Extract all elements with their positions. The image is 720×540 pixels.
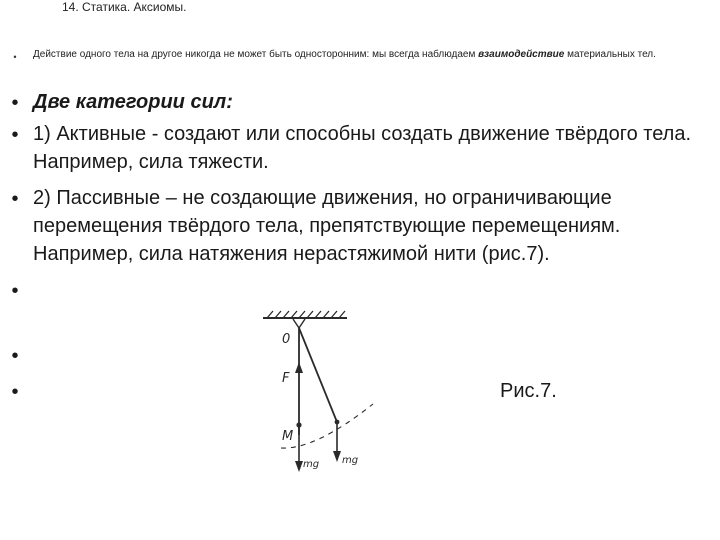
intro-text-after: материальных тел. (564, 49, 656, 60)
pendulum-figure (255, 300, 385, 485)
heading-bullet: • (11, 92, 19, 114)
pivot-mark (293, 319, 305, 328)
rest-gravity-arrowhead (295, 461, 303, 472)
label-O: 0 (282, 332, 291, 347)
intro-bullet: • (13, 52, 17, 62)
item1-text: 1) Активные - создают или способны создать движение твёрдого тела. Например, сила тяжести. (33, 123, 692, 173)
item2-bullet: • (11, 188, 19, 210)
slide-title: 14. Статика. Аксиомы. (62, 0, 187, 14)
section-heading: Две категории сил: (33, 91, 233, 113)
ceiling-hatching (267, 311, 345, 318)
label-M: M (282, 429, 294, 444)
deflected-gravity-arrowhead (333, 451, 341, 462)
item2-text: 2) Пассивные – не создающие движения, но ограничивающие перемещения твёрдого тела, препятствующие перемещениям. Например, сила натяжения нерастяжимой нити (рис.7). (33, 187, 621, 265)
deflected-thread (299, 328, 337, 422)
empty-bullet-2: • (11, 345, 19, 367)
label-mg-deflected: mg (342, 455, 359, 466)
swing-arc (281, 404, 373, 448)
intro-text-before: Действие одного тела на другое никогда не может быть односторонним: мы всегда наблюдаем (33, 49, 479, 60)
tension-arrowhead (295, 362, 303, 373)
label-F: F (282, 371, 290, 386)
label-mg-rest: mg (303, 459, 320, 470)
empty-bullet-3: • (11, 381, 19, 403)
item1-bullet: • (11, 124, 19, 146)
intro-paragraph (33, 48, 708, 62)
figure-caption: Рис.7. (500, 380, 557, 402)
empty-bullet-1: • (11, 280, 19, 302)
intro-emphasis: взаимодействие (478, 49, 565, 60)
